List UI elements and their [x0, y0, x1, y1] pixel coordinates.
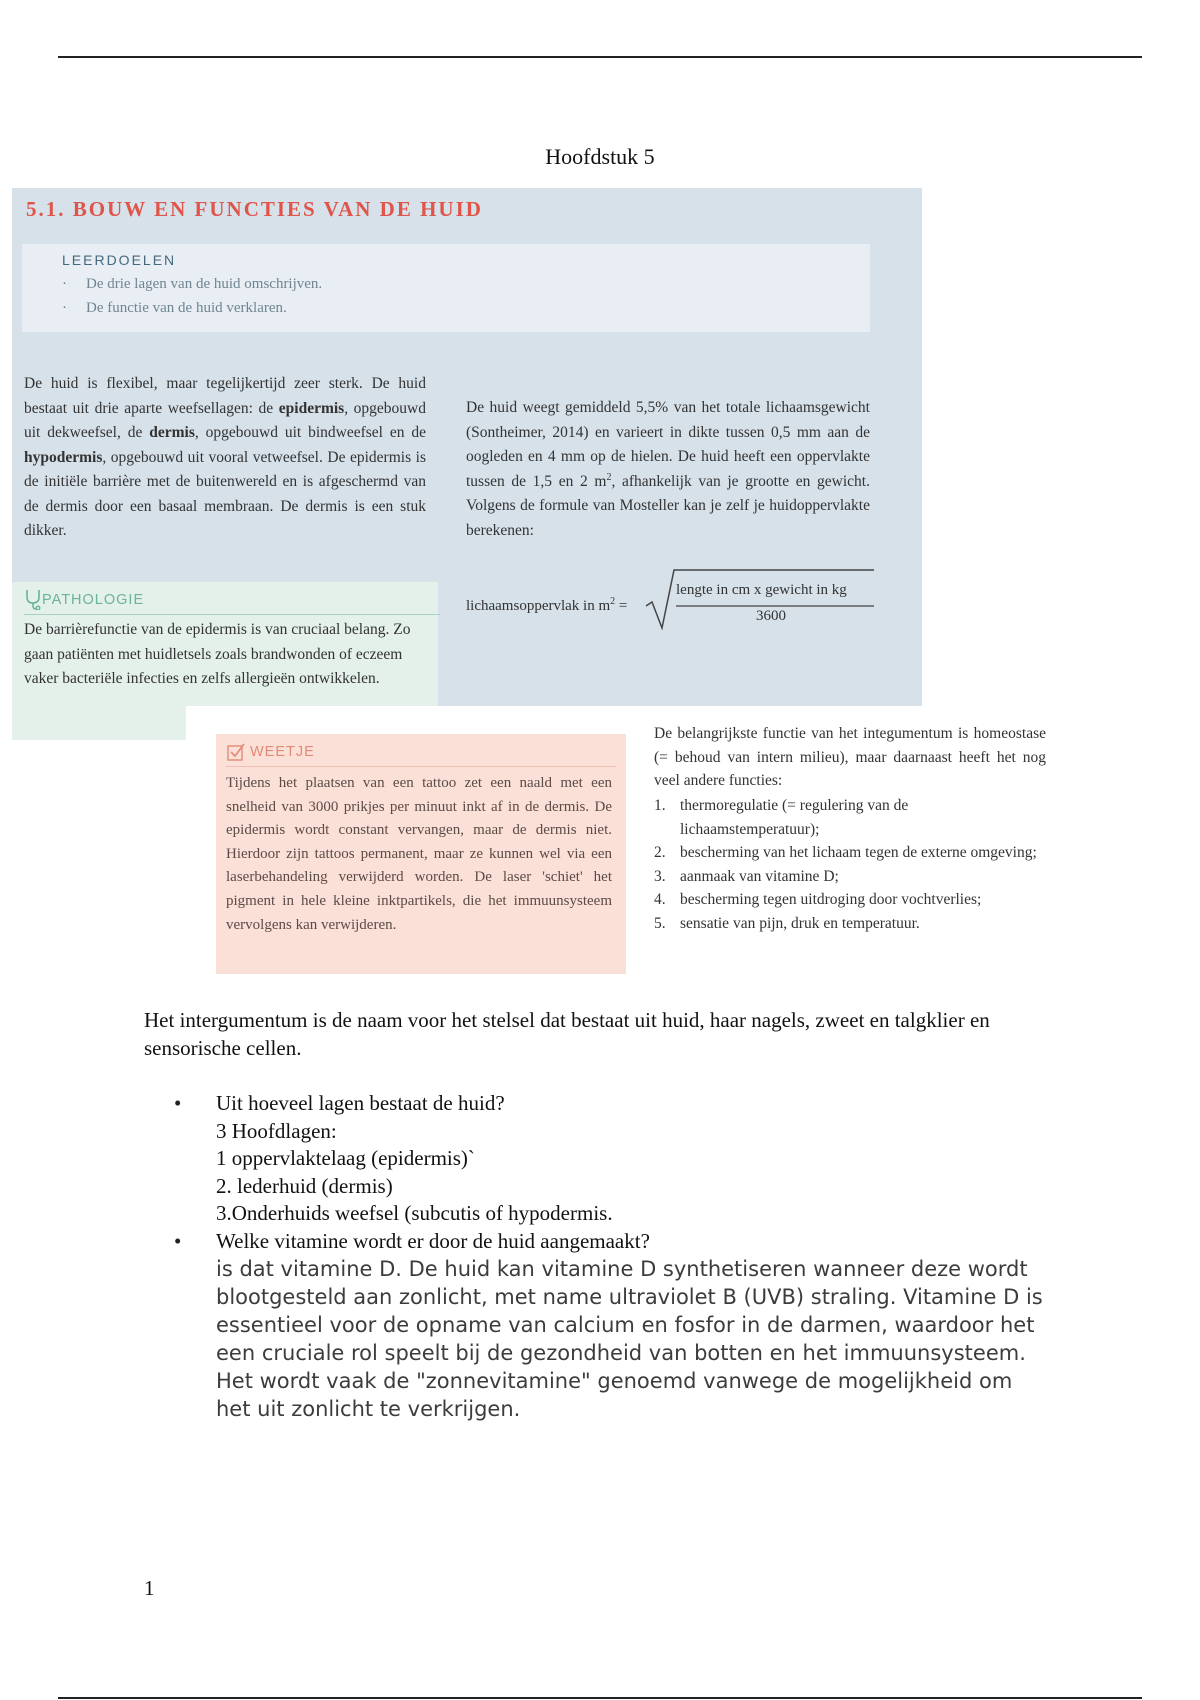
answer-line: 3.Onderhuids weefsel (subcutis of hypodermis.	[216, 1201, 613, 1225]
fun-fact-divider	[226, 766, 616, 767]
learning-goal-item: · De functie van de huid verklaren.	[62, 300, 287, 316]
functions-list	[654, 794, 1046, 936]
notes-paragraph: Het intergumentum is de naam voor het stelsel dat bestaat uit huid, haar nagels, zweet en talgklier en sensorische cellen.	[144, 1008, 990, 1060]
mosteller-formula	[466, 560, 876, 630]
checkbox-icon	[226, 742, 246, 762]
bullet: •	[174, 1228, 182, 1253]
function-item: 1. thermoregulatie (= regulering van de lichaamstemperatuur);	[654, 797, 909, 838]
fun-fact-title: WEETJE	[250, 744, 315, 760]
pathology-title: PATHOLOGIE	[42, 592, 145, 608]
intro-paragraph-left: De huid is flexibel, maar tegelijkertijd zeer sterk. De huid bestaat uit drie aparte weefsellagen: de epidermis, opgebouwd uit dekweefsel, de dermis, opgebouwd uit bindweefsel en de hypodermis, opgebouwd uit vooral vetweefsel. De epidermis is de initiële barrière met de buitenwereld en is afgeschermd van de dermis door een basaal membraan. De dermis is een stuk dikker.	[24, 375, 426, 539]
formula-numerator: lengte in cm x gewicht in kg	[676, 582, 847, 598]
question-item	[144, 1228, 1044, 1424]
function-item: 2. bescherming van het lichaam tegen de externe omgeving;	[654, 844, 1037, 862]
formula-label: lichaamsoppervlak in $m^2$ =	[466, 596, 628, 614]
question-text: Welke vitamine wordt er door de huid aangemaakt?	[216, 1228, 650, 1253]
pathology-divider	[24, 614, 440, 615]
header-rule	[58, 56, 1142, 58]
function-item: 4. bescherming tegen uitdroging door vochtverlies;	[654, 891, 982, 909]
pathology-text: De barrièrefunctie van de epidermis is van cruciaal belang. Zo gaan patiënten met huidletsels zoals brandwonden of eczeem vaker bacteriële infecties en zelfs allergieën ontwikkelen.	[24, 621, 411, 687]
learning-goals-title: LEERDOELEN	[62, 252, 177, 268]
function-item: 3. aanmaak van vitamine D;	[654, 867, 839, 885]
bullet: •	[174, 1091, 182, 1115]
formula-denominator: 3600	[756, 608, 786, 624]
section-heading: 5.1. BOUW EN FUNCTIES VAN DE HUID	[26, 197, 483, 221]
answer-line: 3 Hoofdlagen:	[216, 1118, 337, 1143]
chapter-title: Hoofdstuk 5	[545, 144, 655, 169]
function-item: 5. sensatie van pijn, druk en temperatuur.	[654, 914, 920, 932]
question-list	[144, 1090, 1044, 1423]
learning-goal-item: · De drie lagen van de huid omschrijven.	[62, 276, 323, 292]
fun-fact-box	[216, 734, 626, 974]
question-text: Uit hoeveel lagen bestaat de huid?	[216, 1091, 505, 1115]
footer-rule	[58, 1697, 1142, 1699]
answer-line: 2. lederhuid (dermis)	[216, 1173, 393, 1198]
question-item	[144, 1090, 1044, 1228]
learning-goals-box	[22, 244, 870, 332]
answer-text: is dat vitamine D. De huid kan vitamine D synthetiseren wanneer deze wordt blootgesteld aan zonlicht, met name ultraviolet B (UVB) straling. Vitamine D is essentieel voor de opname van calcium en fosfor in de darmen, waardoor het een cruciale rol speelt bij de gezondheid van botten en het immuunsysteem. Het wordt vaak de "zonnevitamine" genoemd vanwege de mogelijkheid om het uit zonlicht te verkrijgen.	[216, 1257, 1043, 1421]
intro-paragraph-right: De huid weegt gemiddeld 5,5% van het totale lichaamsgewicht (Sontheimer, 2014) en varieert in dikte tussen 0,5 mm aan de oogleden en 4 mm op de hielen. De huid heeft een oppervlakte tussen de 1,5 en 2 $m^2$, afhankelijk van je grootte en gewicht. Volgens de formule van Mosteller kan je zelf je huidoppervlakte berekenen:	[466, 399, 870, 539]
fun-fact-text: Tijdens het plaatsen van een tattoo zet een naald met een snelheid van 3000 prikjes per minuut inkt af in de dermis. De epidermis wordt constant vervangen, maar de dermis niet. Hierdoor zijn tattoos permanent, maar ze kunnen wel via een laserbehandeling verwijderd worden. De laser 'schiet' het pigment in hele kleine inktpartikels, die het immuunsysteem vervolgens kan verwijderen.	[226, 775, 612, 933]
stethoscope-icon	[24, 588, 42, 610]
page-number: 1	[144, 1576, 155, 1600]
answer-line: 1 oppervlaktelaag (epidermis)`	[216, 1146, 475, 1170]
functions-intro: De belangrijkste functie van het integumentum is homeostase (= behoud van intern milieu), maar daarnaast heeft het nog veel andere functies:	[654, 725, 1046, 790]
